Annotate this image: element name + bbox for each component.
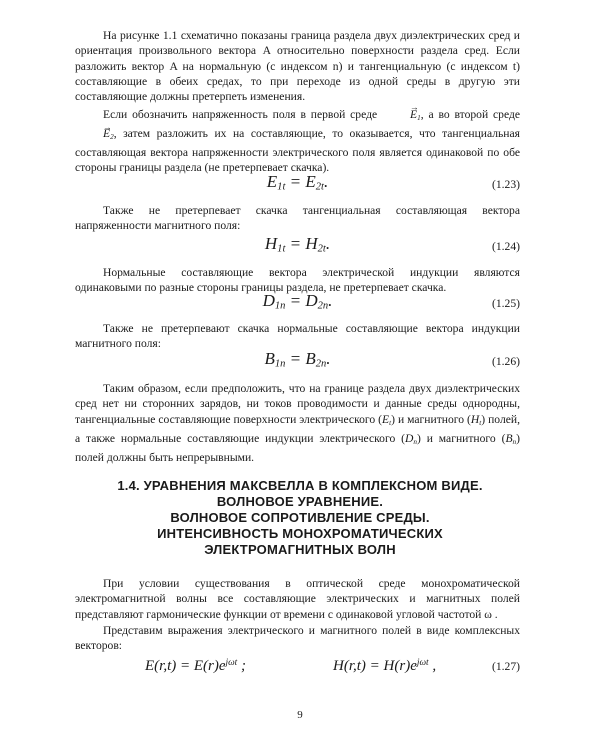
symbol-dn: $D_n$ [405,431,417,446]
equation-1-24: $H_{1t} = H_{2t}$. (1.24) [264,234,520,255]
page-number: 9 [297,709,303,721]
text-fragment: Таким образом, если предположить, что на границе раздела двух диэлектрических сред нет ни сторонних зарядов, ни токов проводимости и данные среды однородны, тангенциальные составляющие поверхности электрического ( [75,382,520,426]
equation-h-complex: $H(r,t) = H(r)e^{j\omega t}$ , [333,658,437,675]
equation-number: (1.26) [491,355,520,368]
equation-e-complex: $E(r,t) = E(r)e^{j\omega t}$ ; [145,658,246,675]
symbol-ht: $H_t$ [470,412,482,427]
paragraph-complex-vectors: Представим выражения электрического и магнитного полей в виде комплексных векторов: [75,624,520,653]
equation-1-25: $D_{1n} = D_{2n}$. (1.25) [262,291,520,312]
equation-number: (1.25) [491,297,520,310]
heading-line: ВОЛНОВОЕ УРАВНЕНИЕ. [216,494,384,509]
text-fragment: ) и магнитного ( [391,412,471,426]
heading-line: ИНТЕНСИВНОСТЬ МОНОХРОМАТИЧЕСКИХ [157,526,443,541]
text-fragment: Если обозначить напряженность поля в первой среде [103,108,378,121]
heading-line: 1.4. УРАВНЕНИЯ МАКСВЕЛЛА В КОМПЛЕКСНОМ ВИДЕ. [117,478,483,493]
symbol-bn: $B_n$ [505,431,517,446]
equation-number: (1.23) [491,178,520,191]
symbol-et: $E_t$ [382,412,392,427]
equation-number: (1.24) [491,240,520,253]
text-fragment: ) и магнитного ( [416,431,506,445]
heading-line: ЭЛЕКТРОМАГНИТНЫХ ВОЛН [204,542,396,557]
equation-1-26: $B_{1n} = B_{2n}$. (1.26) [264,349,520,370]
paragraph-interface-intro: На рисунке 1.1 схематично показаны граница раздела двух диэлектрических сред и ориентация произвольного вектора A относительно поверхности раздела сред. Если разложить вектор A на нормальную (с индексом n) и тангенциальную (с индексом t) составляющие в обеих средах, то при переходе из одной среды в другую эти составляющие должны претерпеть изменения. [75,29,520,104]
text-fragment: ) полей, а также нормальные составляющие индукции электрического ( [75,412,520,445]
paragraph-electric-induction: Нормальные составляющие вектора электрической индукции являются одинаковыми по разные стороны границы раздела, не претерпевает скачка. [75,266,520,295]
section-heading [75,478,525,558]
paragraph-monochromatic-wave: При условии существования в оптической среде монохроматической электромагнитной волны все составляющие электрических и магнитных полей представляют гармонические функции от времени с одинаковой угловой частотой ω . [75,577,520,621]
text-fragment: , затем разложить их на составляющие, то оказывается, что тангенциальная составляющая вектора напряженности электрического поля является одинаковой по обе стороны границы раздела (не претерпевает скачка). [75,127,520,175]
paragraph-boundary-conditions [75,381,520,465]
heading-line: ВОЛНОВОЕ СОПРОТИВЛЕНИЕ СРЕДЫ. [170,510,430,525]
equation-number: (1.27) [491,660,520,673]
vector-e1: → $E_1$ [382,107,421,126]
equation-1-27 [75,656,520,680]
paragraph-magnetic-induction: Также не претерпевают скачка нормальные составляющие вектора индукции магнитного поля: [75,322,520,351]
paragraph-field-decomposition [75,107,520,176]
text-fragment: , а во второй среде [420,108,521,121]
equation-1-23: $E_{1t} = E_{2t}$. (1.23) [266,172,520,193]
text-fragment: ) полей должны быть непрерывными. [75,431,520,464]
paragraph-magnetic-tangential: Также не претерпевает скачка тангенциальная составляющая вектора напряженности магнитного поля: [75,204,520,233]
vector-e2: → $E_2$ [75,126,114,145]
